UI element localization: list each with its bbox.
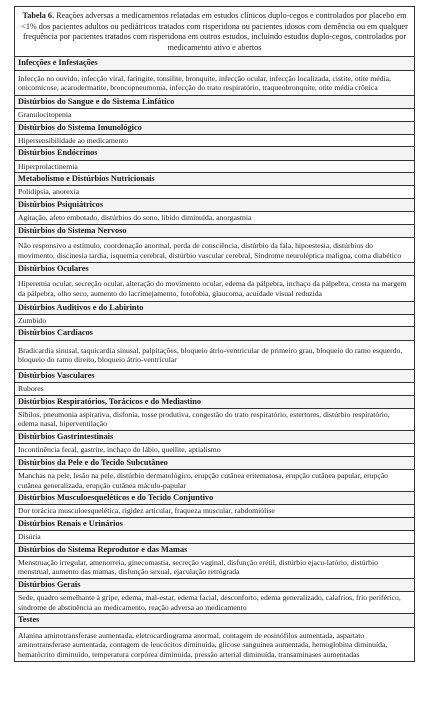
- section-header: Testes: [15, 614, 415, 627]
- section-header-row: [15, 263, 415, 276]
- section-header: Distúrbios Musculoesqueléticos e do Tecido Conjuntivo: [15, 492, 415, 505]
- section-header-row: [15, 492, 415, 505]
- section-header: Distúrbios Auditivos e do Labirinto: [15, 301, 415, 314]
- section-header-row: [15, 147, 415, 160]
- section-body-row: [15, 276, 415, 301]
- section-body-row: [15, 108, 415, 121]
- section-header-row: [15, 369, 415, 382]
- section-header: Infecções e Infestações: [15, 57, 415, 70]
- section-header: Distúrbios do Sistema Nervoso: [15, 224, 415, 237]
- section-body-row: [15, 70, 415, 95]
- section-body: Não responsivo a estímulo, coordenação anormal, perda de consciência, distúrbio da fala, hipoestesia, distúrbios do movimento, discinesia tardia, isquemia cerebral, distúrbio vascular cerebral, Síndrome neuroléptica maligna, coma diabético: [15, 237, 415, 262]
- section-header-row: [15, 327, 415, 340]
- section-body-row: [15, 556, 415, 578]
- section-body: Sede, quadro semelhante à gripe, edema, mal-estar, edema facial, desconforto, edema generalizado, calafrios, frio periférico, síndrome de abstinência ao medicamento, reação adversa ao medicamento: [15, 592, 415, 614]
- section-body: Rubores: [15, 382, 415, 395]
- section-body-row: [15, 237, 415, 262]
- section-body: Manchas na pele, lesão na pele, distúrbio dermatológico, erupção cutânea eritematosa, erupção cutânea papular, erupção cutânea generalizada, erupção cutânea máculo-papular: [15, 469, 415, 491]
- section-body: Polidipsia, anorexia: [15, 186, 415, 199]
- table-caption: [15, 7, 415, 57]
- section-body-row: [15, 186, 415, 199]
- section-body-row: [15, 469, 415, 491]
- section-header-row: [15, 173, 415, 186]
- section-header-row: [15, 543, 415, 556]
- section-body-row: [15, 160, 415, 173]
- adverse-reactions-table: [14, 6, 415, 662]
- section-header: Distúrbios Gerais: [15, 579, 415, 592]
- section-header: Distúrbios do Sistema Reprodutor e das Mamas: [15, 543, 415, 556]
- section-header-row: [15, 224, 415, 237]
- section-body: Sibilos, pneumonia aspirativa, disfonia, tosse produtiva, congestão do trato respiratório, estertores, distúrbio respiratório, edema nasal, hiperventilação: [15, 408, 415, 430]
- section-header-row: [15, 121, 415, 134]
- section-body-row: [15, 212, 415, 225]
- section-body: Disúria: [15, 531, 415, 544]
- section-body-row: [15, 531, 415, 544]
- section-body: Hiperprolactinemia: [15, 160, 415, 173]
- section-header: Distúrbios da Pele e do Tecido Subcutâneo: [15, 456, 415, 469]
- section-body: Hipersensibilidade ao medicamento: [15, 134, 415, 147]
- caption-text: Reações adversas a medicamentos relatadas em estudos clínicos duplo-cegos e controlados por placebo em <1% dos pacientes adultos ou pediátricos tratados com risperidona ou pacientes idosos com demência ou em qualquer frequência por pacientes tratados com risperidona em outros estudos, incluindo estudos duplo-cegos, controlados por medicamento ativo e abertos: [21, 11, 408, 52]
- section-header-row: [15, 198, 415, 211]
- section-body-row: [15, 408, 415, 430]
- section-body-row: [15, 592, 415, 614]
- section-body: Bradicardia sinusal, taquicardia sinusal, palpitações, bloqueio átrio-ventricular de primeiro grau, bloqueio do ramo esquerdo, bloqueio do ramo direito, bloqueio átrio-ventricular: [15, 340, 415, 369]
- section-body-row: [15, 382, 415, 395]
- section-body-row: [15, 314, 415, 327]
- section-header-row: [15, 57, 415, 70]
- section-header-row: [15, 517, 415, 530]
- section-header: Distúrbios Psiquiátricos: [15, 198, 415, 211]
- section-body-row: [15, 505, 415, 518]
- section-body: Infecção no ouvido, infecção viral, faringite, tonsilite, bronquite, infecção ocular, infecção localizada, cistite, otite média, onicomicose, acarodermatite, broncopneumonia, infecção do trato respiratório, traqueobronquite, otite média crônica: [15, 70, 415, 95]
- section-body: Dor torácica musculoesquelética, rigidez articular, fraqueza muscular, rabdomiólise: [15, 505, 415, 518]
- section-body: Agitação, afeto embotado, distúrbios do sono, libido diminuída, anorgasmia: [15, 212, 415, 225]
- section-header-row: [15, 456, 415, 469]
- section-body: Zumbido: [15, 314, 415, 327]
- section-body: Menstruação irregular, amenorreia, ginecomastia, secreção vaginal, disfunção erétil, distúrbio ejacu-latório, distúrbio menstrual, aumento das mamas, disfunção sexual, ejaculação retrógrada: [15, 556, 415, 578]
- section-body-row: [15, 627, 415, 662]
- section-header: Distúrbios do Sistema Imunológico: [15, 121, 415, 134]
- section-body-row: [15, 340, 415, 369]
- caption-row: [15, 7, 415, 57]
- section-body: Incontinência fecal, gastrite, inchaço do lábio, queilite, aptialismo: [15, 444, 415, 457]
- section-header-row: [15, 395, 415, 408]
- section-header-row: [15, 301, 415, 314]
- section-body-row: [15, 444, 415, 457]
- section-header: Distúrbios Renais e Urinários: [15, 517, 415, 530]
- section-header: Distúrbios Gastrintestinais: [15, 430, 415, 443]
- section-header-row: [15, 95, 415, 108]
- section-body: Hiperemia ocular, secreção ocular, alteração do movimento ocular, edema da pálpebra, inchaço da pálpebra, crosta na margem da pálpebra, olho seco, aumento do lacrimejamento, fotofobia, glaucoma, acuidade visual reduzida: [15, 276, 415, 301]
- section-body: Alanina aminotransferase aumentada, eletrocardiograma anormal, contagem de eosinófilos aumentada, aspartato aminotransferase aumentada, contagem de leucócitos diminuída, glicose sanguínea aumentada, hemoglobina diminuída, hematócrito diminuído, temperatura corpórea diminuída, pressão arterial diminuída, transaminases aumentadas: [15, 627, 415, 662]
- section-header: Distúrbios Endócrinos: [15, 147, 415, 160]
- section-header-row: [15, 614, 415, 627]
- caption-label: Tabela 6.: [22, 11, 55, 20]
- section-header: Distúrbios Vasculares: [15, 369, 415, 382]
- section-header: Distúrbios Respiratórios, Torácicos e do Mediastino: [15, 395, 415, 408]
- section-header: Distúrbios Cardíacos: [15, 327, 415, 340]
- section-body: Granulocitopenia: [15, 108, 415, 121]
- section-body-row: [15, 134, 415, 147]
- section-header-row: [15, 430, 415, 443]
- section-header: Distúrbios Oculares: [15, 263, 415, 276]
- section-header: Metabolismo e Distúrbios Nutricionais: [15, 173, 415, 186]
- section-header: Distúrbios do Sangue e do Sistema Linfático: [15, 95, 415, 108]
- section-header-row: [15, 579, 415, 592]
